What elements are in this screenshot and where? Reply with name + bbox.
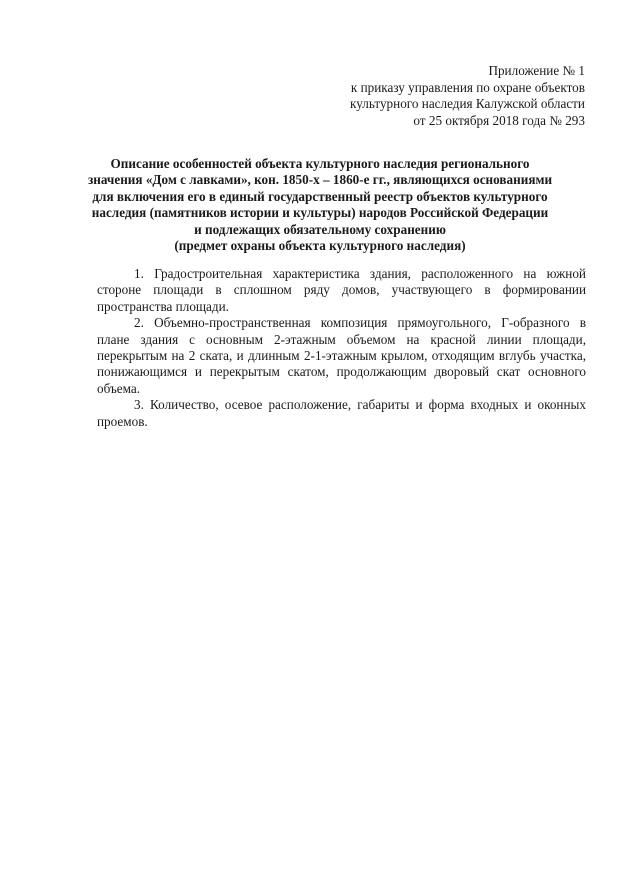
- appendix-header: [350, 63, 585, 129]
- title-line: и подлежащих обязательному сохранению: [194, 221, 446, 237]
- list-item: 2. Объемно-пространственная композиция прямоугольного, Г-образного в плане здания с основным 2-этажным объемом на красной линии площади, перекрытым на 2 ската, и длинным 2-1-этажным крылом, отходящим вглубь участка, понижающимся и перекрытым скатом, продолжающим дворовый скат основного объема.: [97, 315, 586, 396]
- appendix-date: от 25 октября 2018 года № 293: [413, 112, 585, 128]
- list-item: 1. Градостроительная характеристика здания, расположенного на южной стороне площади в сплошном ряду домов, участвующего в формировании пространства площади.: [97, 266, 586, 314]
- document-title: [60, 156, 580, 254]
- title-line: для включения его в единый государственный реестр объектов культурного: [92, 188, 548, 204]
- title-line: (предмет охраны объекта культурного наследия): [174, 238, 466, 254]
- appendix-authority: культурного наследия Калужской области: [350, 96, 585, 112]
- appendix-order-ref: к приказу управления по охране объектов: [350, 79, 585, 95]
- list-item: 3. Количество, осевое расположение, габариты и форма входных и оконных проемов.: [97, 397, 586, 429]
- appendix-number: Приложение № 1: [488, 63, 585, 78]
- document-body: [97, 266, 586, 430]
- title-line: Описание особенностей объекта культурного наследия регионального: [110, 156, 530, 171]
- title-line: наследия (памятников истории и культуры) народов Российской Федерации: [91, 205, 549, 221]
- title-line: значения «Дом с лавками», кон. 1850-х – 1860-е гг., являющихся основаниями: [87, 172, 553, 188]
